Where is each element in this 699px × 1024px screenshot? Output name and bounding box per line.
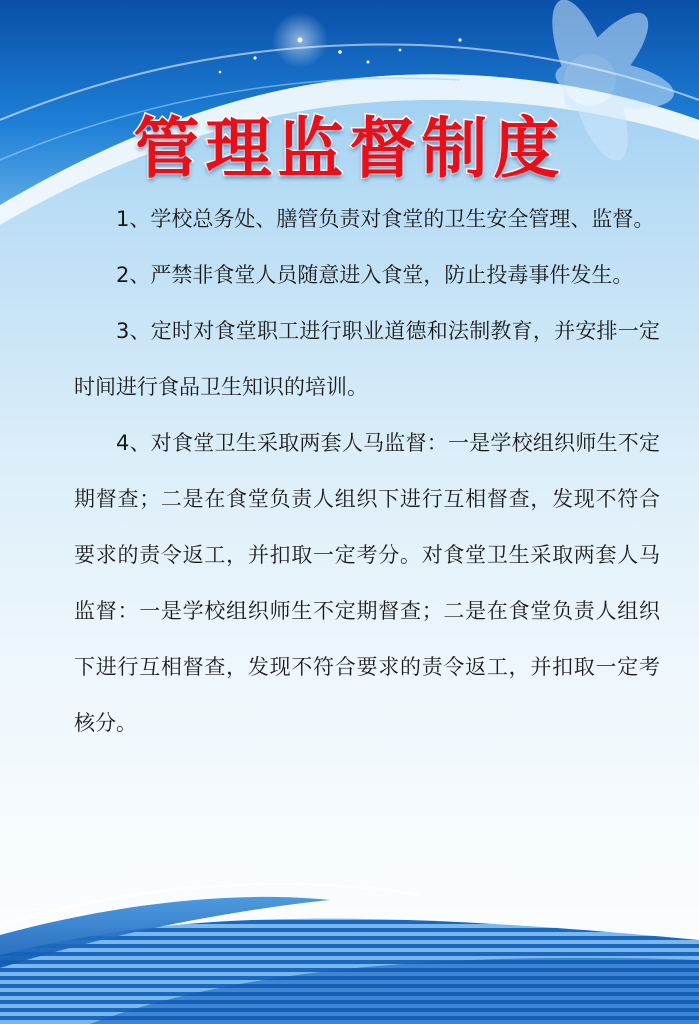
paragraph-2: 2、严禁非食堂人员随意进入食堂，防止投毒事件发生。 xyxy=(116,263,634,287)
page-title: 管理监督制度 xyxy=(133,110,566,188)
paragraph-4: 4、对食堂卫生采取两套人马监督：一是学校组织师生不定期督查；二是在食堂负责人组织下进行互相督查，发现不符合要求的责令返工，并扣取一定考分。对食堂卫生采取两套人马监督：一是学校组织师生不定期督查；二是在食堂负责人组织下进行互相督查，发现不符合要求的责令返工，并扣取一定考核分。 xyxy=(74,431,660,735)
regulation-text xyxy=(74,191,660,751)
paragraph-3: 3、定时对食堂职工进行职业道德和法制教育，并安排一定时间进行食品卫生知识的培训。 xyxy=(74,319,660,399)
paragraph-1: 1、学校总务处、膳管负责对食堂的卫生安全管理、监督。 xyxy=(116,207,655,231)
